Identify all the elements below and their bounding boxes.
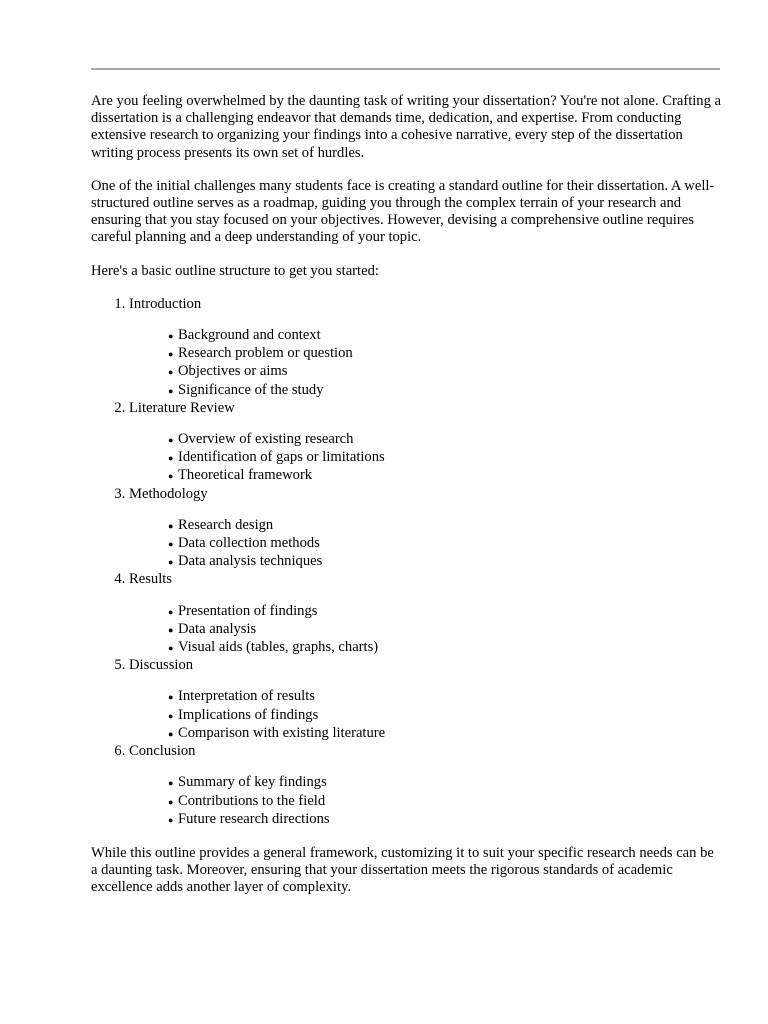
outline-subitem — [168, 621, 723, 639]
outline-sublist — [129, 431, 723, 486]
outline-sublist — [129, 327, 723, 400]
outline-subitem-text: Presentation of findings — [178, 602, 318, 619]
bullet-icon: ● — [168, 539, 174, 550]
outline-sublist — [129, 774, 723, 829]
outline-paragraph: One of the initial challenges many students face is creating a standard outline for their dissertation. A well-structured outline serves as a roadmap, guiding you through the complex terrain of your research and ensuring that you stay focused on your objectives. However, devising a comprehensive outline requires careful planning and a deep understanding of your topic. — [91, 177, 715, 246]
outline-section — [129, 657, 723, 743]
outline-subitem-text: Significance of the study — [178, 381, 324, 398]
outline-subitem — [168, 688, 723, 706]
bullet-icon: ● — [168, 643, 174, 654]
bullet-icon: ● — [168, 331, 174, 342]
outline-subitem — [168, 517, 723, 535]
outline-subitem — [168, 774, 723, 792]
outline-subitem-text: Research design — [178, 516, 274, 533]
bullet-icon: ● — [168, 796, 174, 807]
outline-subitem-text: Theoretical framework — [178, 467, 313, 484]
bullet-icon: ● — [168, 471, 174, 482]
outline-subitem-text: Data collection methods — [178, 535, 320, 552]
outline-subitem — [168, 363, 723, 381]
bullet-icon: ● — [168, 367, 174, 378]
outline-section-title: 6. Conclusion — [129, 743, 196, 760]
outline-sublist — [129, 517, 723, 572]
outline-subitem — [168, 603, 723, 621]
outline-subitem-text: Overview of existing research — [178, 431, 354, 448]
outline-sublist — [129, 603, 723, 658]
outline-subitem — [168, 793, 723, 811]
outline-lead-in: Here's a basic outline structure to get you started: — [91, 262, 379, 279]
bullet-icon: ● — [168, 814, 174, 825]
outline-subitem — [168, 431, 723, 449]
outline-subitem — [168, 725, 723, 743]
outline-subitem-text: Data analysis — [178, 620, 257, 637]
outline-subitem-text: Interpretation of results — [178, 688, 315, 705]
bullet-icon: ● — [168, 624, 174, 635]
outline-subitem — [168, 382, 723, 400]
bullet-icon: ● — [168, 606, 174, 617]
outline-subitem-text: Implications of findings — [178, 706, 319, 723]
outline-subitem — [168, 327, 723, 345]
outline-subitem — [168, 811, 723, 829]
bullet-icon: ● — [168, 710, 174, 721]
outline-subitem — [168, 345, 723, 363]
outline-section-title: 4. Results — [129, 571, 172, 588]
outline-subitem — [168, 449, 723, 467]
bullet-icon: ● — [168, 728, 174, 739]
outline-sublist — [129, 688, 723, 743]
outline-section — [129, 400, 723, 486]
outline-subitem — [168, 535, 723, 553]
bullet-icon: ● — [168, 520, 174, 531]
outline-section — [129, 571, 723, 657]
bullet-icon: ● — [168, 349, 174, 360]
outline-list — [91, 296, 723, 829]
outline-subitem-text: Visual aids (tables, graphs, charts) — [178, 639, 379, 656]
outline-subitem — [168, 639, 723, 657]
outline-subitem-text: Data analysis techniques — [178, 553, 323, 570]
outline-subitem — [168, 467, 723, 485]
outline-subitem-text: Background and context — [178, 327, 321, 344]
outline-section-title: 1. Introduction — [129, 295, 202, 312]
bullet-icon: ● — [168, 692, 174, 703]
outline-section-title: 2. Literature Review — [129, 399, 235, 416]
outline-subitem-text: Research problem or question — [178, 345, 353, 362]
bullet-icon: ● — [168, 385, 174, 396]
document-body — [91, 93, 723, 913]
outline-section-title: 3. Methodology — [129, 485, 208, 502]
outline-subitem — [168, 707, 723, 725]
outline-subitem-text: Objectives or aims — [178, 363, 288, 380]
bullet-icon: ● — [168, 453, 174, 464]
outline-subitem — [168, 553, 723, 571]
closing-paragraph: While this outline provides a general framework, customizing it to suit your specific research needs can be a daunting task. Moreover, ensuring that your dissertation meets the rigorous standards of academic excellence adds another layer of complexity. — [91, 844, 714, 896]
bullet-icon: ● — [168, 557, 174, 568]
outline-section — [129, 486, 723, 572]
outline-subitem-text: Comparison with existing literature — [178, 724, 386, 741]
outline-subitem-text: Contributions to the field — [178, 792, 326, 809]
outline-subitem-text: Summary of key findings — [178, 774, 327, 791]
header-divider — [91, 68, 720, 70]
outline-subitem-text: Future research directions — [178, 810, 330, 827]
bullet-icon: ● — [168, 778, 174, 789]
bullet-icon: ● — [168, 435, 174, 446]
outline-section — [129, 743, 723, 829]
outline-section-title: 5. Discussion — [129, 657, 194, 674]
outline-section — [129, 296, 723, 400]
outline-subitem-text: Identification of gaps or limitations — [178, 449, 385, 466]
intro-paragraph: Are you feeling overwhelmed by the daunting task of writing your dissertation? You're not alone. Crafting a dissertation is a challenging endeavor that demands time, dedication, and expertise. From conducting extensive research to organizing your findings into a cohesive narrative, every step of the dissertation writing process presents its own set of hurdles. — [91, 93, 722, 161]
